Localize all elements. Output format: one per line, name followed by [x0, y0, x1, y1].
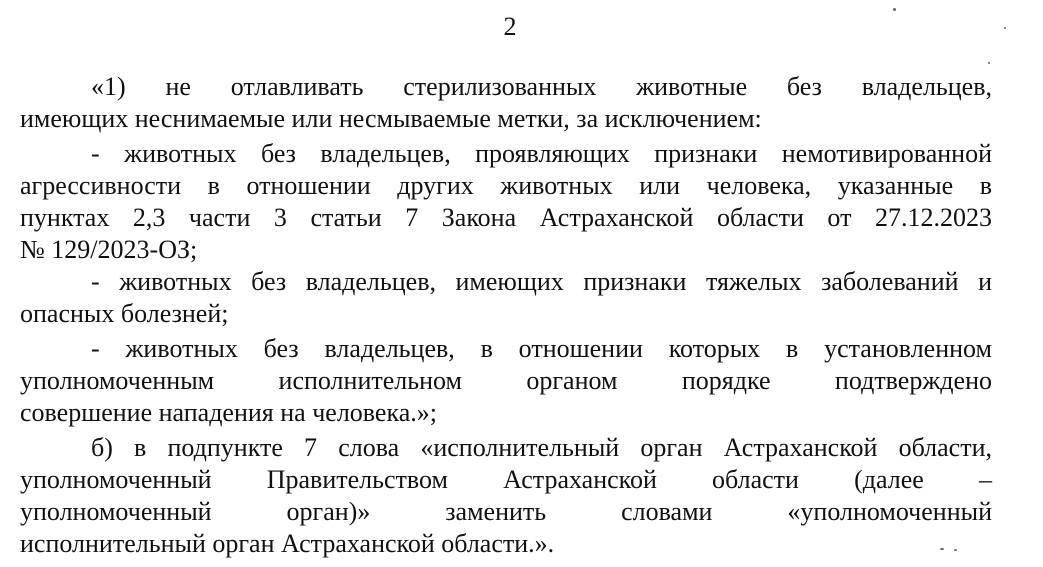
text-line: - животных без владельцев, имеющих признаки тяжелых заболеваний и: [91, 267, 992, 296]
text-line: уполномоченным исполнительном органом порядке подтверждено: [20, 366, 992, 395]
text-line: - животных без владельцев, проявляющих признаки немотивированной: [91, 139, 992, 168]
text-line: - животных без владельцев, в отношении которых в установленном: [91, 334, 992, 363]
text-line: уполномоченный орган)» заменить словами «уполномоченный: [20, 497, 992, 526]
text-line: уполномоченный Правительством Астраханской области (далее –: [20, 465, 992, 494]
page-number: 2: [503, 12, 517, 41]
scan-speck: [1004, 27, 1006, 29]
text-line: опасных болезней;: [20, 299, 229, 328]
scan-speck: [940, 548, 944, 550]
text-line: агрессивности в отношении других животных или человека, указанные в: [20, 171, 992, 200]
text-line: пунктах 2,3 части 3 статьи 7 Закона Астраханской области от 27.12.2023: [20, 203, 992, 232]
text-line: исполнительный орган Астраханской области.».: [20, 529, 555, 558]
text-line: б) в подпункте 7 слова «исполнительный орган Астраханской области,: [91, 433, 992, 462]
text-line: № 129/2023-ОЗ;: [20, 235, 198, 264]
text-line: совершение нападения на человека.»;: [20, 398, 437, 427]
text-line: имеющих неснимаемые или несмываемые метки, за исключением:: [20, 104, 762, 133]
scan-speck: [988, 62, 990, 64]
scan-speck: [954, 549, 957, 551]
text-line: «1) не отлавливать стерилизованных животные без владельцев,: [91, 72, 992, 101]
scan-speck: [893, 8, 896, 11]
